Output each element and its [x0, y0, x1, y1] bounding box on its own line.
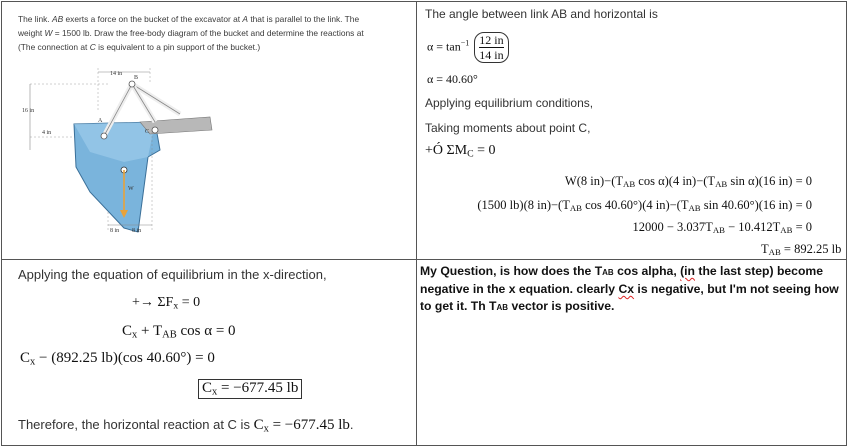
tab-result: $T_{AB} = 892.25$ lb [761, 242, 842, 258]
label-w: W [128, 186, 134, 192]
angle-heading: The angle between link AB and horizontal is [425, 7, 658, 21]
moment-equation-numeric: (1500 lb)(8 $in)-(T_{AB}$ cos 40.60°)(4 $in)-(T_{AB}$ sin 40.60°)(16 in) = 0 [477, 198, 812, 214]
problem-line-2: weight W = 1500 lb. Draw the free-body diagram of the bucket and determine the reactions at [18, 28, 364, 38]
dim-16in-label: 16 in [22, 108, 35, 114]
pin-c [152, 127, 158, 133]
x-equilibrium-cell [1, 259, 417, 446]
cx-boxed-result: $C_x = -677.45$ lb [198, 379, 302, 399]
label-c: C [145, 129, 150, 135]
problem-line-3: (The connection at C is equivalent to a pin support of the bucket.) [18, 42, 261, 52]
moment-equation-symbolic: W(8 $in)-(T_{AB}$ cos α)(4 $in)-(T_{AB}$ sin α)(16 in) = 0 [564, 174, 812, 190]
moment-equation-simplified: $12000 - 3.037T_{AB} - 10.412T_{AB} = 0$ [632, 220, 812, 236]
sum-fx-equation: +→ $\Sigma F_x = 0$ [132, 295, 201, 312]
excavator-bucket-figure [20, 62, 220, 242]
user-question: My Question, is how does the TAB cos alpha, (in the last step) become negative in the x equation. clearly Cx is negative, but I'm not seeing how to get it. Th TAB vector is positive. [420, 264, 839, 313]
alpha-equation: $\alpha = \tan^{-1}$ $\frac{12 in}{14 in}$ [427, 32, 509, 63]
moments-text: Taking moments about point C, [425, 121, 591, 135]
cx-numeric-equation: $C_x - (892.25$ lb)(cos 40.60°) = 0 [20, 350, 215, 368]
angle-solution-cell [416, 1, 847, 260]
problem-statement [18, 12, 417, 54]
pin-a [101, 133, 107, 139]
sum-moments-equation: +Ó $\Sigma M_C = 0$ [425, 143, 496, 160]
label-b: B [134, 75, 139, 81]
cx-symbolic-equation: $C_x + T_{AB}$ cos α = 0 [122, 323, 236, 341]
dim-14in-label: 14 in [110, 71, 123, 77]
problem-line-1: The link. AB exerts a force on the bucket of the excavator at A that is parallel to the link. The [18, 14, 360, 24]
dim-4in-label: 4 in [42, 130, 52, 136]
equilibrium-text: Applying equilibrium conditions, [425, 96, 594, 110]
cx-conclusion: Therefore, the horizontal reaction at C is $C_x = -677.45$ lb. [18, 417, 354, 435]
alpha-value: α = 40.60° [427, 72, 478, 86]
alpha-fraction: $\frac{12 in}{14 in}$ [474, 32, 508, 63]
x-equilibrium-heading: Applying the equation of equilibrium in the x-direction, [18, 267, 327, 282]
label-a: A [98, 118, 103, 124]
problem-cell [1, 1, 417, 260]
pin-b [129, 81, 135, 87]
question-cell [416, 259, 847, 446]
dim-8in-right-label: 8 in [132, 228, 142, 234]
dim-8in-left-label: 8 in [110, 228, 120, 234]
